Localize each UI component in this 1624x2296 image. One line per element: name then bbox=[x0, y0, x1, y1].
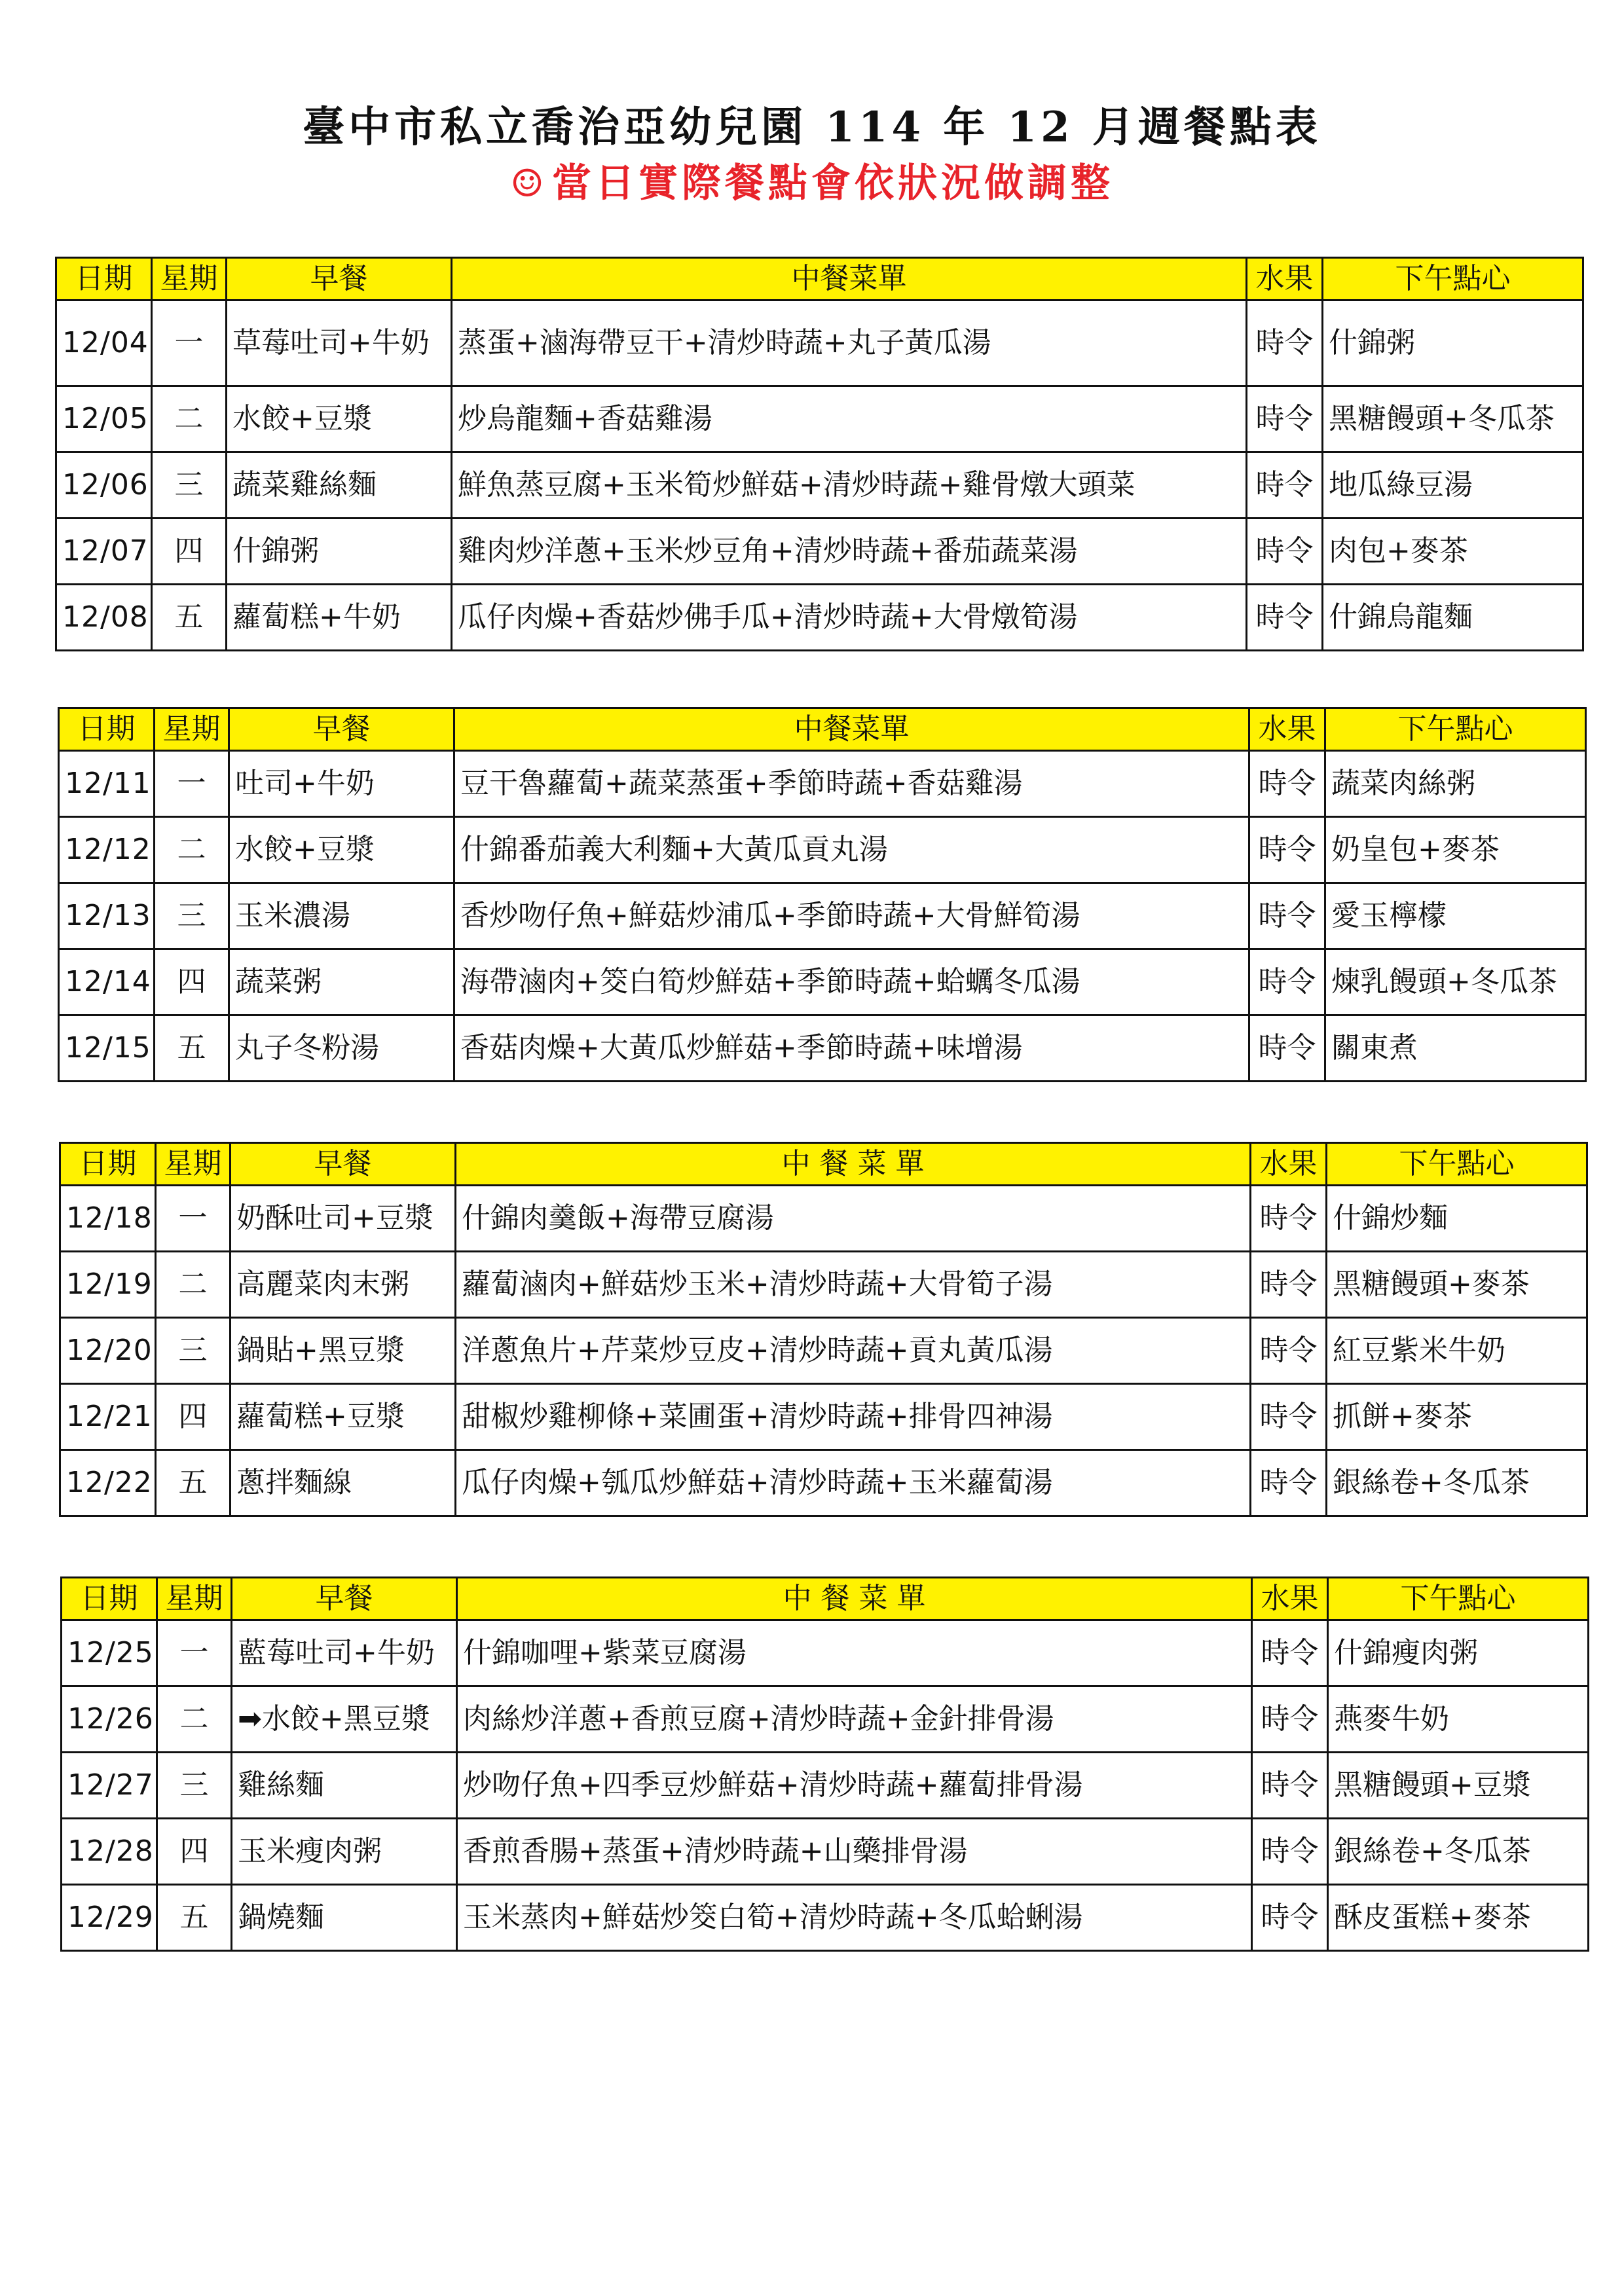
cell-date: 12/06 bbox=[56, 452, 152, 519]
cell-fruit: 時令 bbox=[1247, 519, 1323, 585]
cell-day: 一 bbox=[156, 1186, 231, 1252]
cell-date: 12/20 bbox=[60, 1318, 156, 1384]
cell-date: 12/12 bbox=[59, 817, 155, 883]
table-row bbox=[59, 949, 1586, 1015]
cell-breakfast: 蘿蔔糕+豆漿 bbox=[231, 1384, 456, 1450]
cell-day: 四 bbox=[155, 949, 229, 1015]
column-header-breakfast: 早餐 bbox=[231, 1143, 456, 1186]
cell-snack: 燕麥牛奶 bbox=[1328, 1686, 1589, 1753]
cell-date: 12/14 bbox=[59, 949, 155, 1015]
cell-lunch: 豆干魯蘿蔔+蔬菜蒸蛋+季節時蔬+香菇雞湯 bbox=[454, 751, 1249, 817]
cell-breakfast: 吐司+牛奶 bbox=[229, 751, 454, 817]
table-row bbox=[62, 1885, 1589, 1951]
table-row bbox=[62, 1686, 1589, 1753]
cell-snack: 什錦烏龍麵 bbox=[1323, 585, 1583, 651]
column-header-snack: 下午點心 bbox=[1328, 1578, 1589, 1620]
cell-day: 三 bbox=[152, 452, 227, 519]
cell-date: 12/28 bbox=[62, 1819, 157, 1885]
cell-lunch: 香煎香腸+蒸蛋+清炒時蔬+山藥排骨湯 bbox=[457, 1819, 1252, 1885]
cell-day: 一 bbox=[152, 301, 227, 386]
cell-fruit: 時令 bbox=[1249, 883, 1325, 949]
cell-lunch: 洋蔥魚片+芹菜炒豆皮+清炒時蔬+貢丸黃瓜湯 bbox=[456, 1318, 1251, 1384]
column-header-lunch: 中餐菜單 bbox=[454, 708, 1249, 751]
cell-fruit: 時令 bbox=[1249, 1015, 1325, 1082]
table-row bbox=[62, 1620, 1589, 1686]
cell-date: 12/21 bbox=[60, 1384, 156, 1450]
cell-snack: 煉乳饅頭+冬瓜茶 bbox=[1325, 949, 1586, 1015]
column-header-day: 星期 bbox=[156, 1143, 231, 1186]
cell-date: 12/26 bbox=[62, 1686, 157, 1753]
cell-lunch: 肉絲炒洋蔥+香煎豆腐+清炒時蔬+金針排骨湯 bbox=[457, 1686, 1252, 1753]
table-row bbox=[62, 1819, 1589, 1885]
cell-breakfast: 高麗菜肉末粥 bbox=[231, 1252, 456, 1318]
cell-breakfast: 蔥拌麵線 bbox=[231, 1450, 456, 1516]
cell-breakfast: 水餃+豆漿 bbox=[227, 386, 452, 452]
cell-breakfast: 鍋貼+黑豆漿 bbox=[231, 1318, 456, 1384]
cell-snack: 酥皮蛋糕+麥茶 bbox=[1328, 1885, 1589, 1951]
cell-snack: 黑糖饅頭+冬瓜茶 bbox=[1323, 386, 1583, 452]
page-title: 臺中市私立喬治亞幼兒園 114 年 12 月週餐點表 bbox=[303, 103, 1321, 152]
cell-fruit: 時令 bbox=[1252, 1686, 1328, 1753]
cell-day: 二 bbox=[157, 1686, 232, 1753]
cell-date: 12/07 bbox=[56, 519, 152, 585]
table-row bbox=[60, 1318, 1587, 1384]
cell-snack: 銀絲卷+冬瓜茶 bbox=[1328, 1819, 1589, 1885]
cell-day: 四 bbox=[157, 1819, 232, 1885]
cell-fruit: 時令 bbox=[1247, 301, 1323, 386]
cell-breakfast: 蘿蔔糕+牛奶 bbox=[227, 585, 452, 651]
cell-date: 12/04 bbox=[56, 301, 152, 386]
column-header-fruit: 水果 bbox=[1249, 708, 1325, 751]
cell-day: 四 bbox=[152, 519, 227, 585]
cell-breakfast: 玉米瘦肉粥 bbox=[232, 1819, 457, 1885]
cell-fruit: 時令 bbox=[1249, 817, 1325, 883]
cell-fruit: 時令 bbox=[1251, 1186, 1327, 1252]
column-header-day: 星期 bbox=[152, 258, 227, 301]
cell-day: 五 bbox=[155, 1015, 229, 1082]
cell-snack: 關東煮 bbox=[1325, 1015, 1586, 1082]
cell-fruit: 時令 bbox=[1251, 1450, 1327, 1516]
cell-date: 12/05 bbox=[56, 386, 152, 452]
column-header-day: 星期 bbox=[157, 1578, 232, 1620]
cell-lunch: 什錦番茄義大利麵+大黃瓜貢丸湯 bbox=[454, 817, 1249, 883]
cell-date: 12/29 bbox=[62, 1885, 157, 1951]
table-row bbox=[59, 1015, 1586, 1082]
cell-snack: 蔬菜肉絲粥 bbox=[1325, 751, 1586, 817]
cell-lunch: 什錦咖哩+紫菜豆腐湯 bbox=[457, 1620, 1252, 1686]
cell-date: 12/25 bbox=[62, 1620, 157, 1686]
table-row bbox=[60, 1384, 1587, 1450]
cell-date: 12/22 bbox=[60, 1450, 156, 1516]
cell-day: 三 bbox=[157, 1753, 232, 1819]
column-header-fruit: 水果 bbox=[1251, 1143, 1327, 1186]
cell-day: 三 bbox=[155, 883, 229, 949]
column-header-date: 日期 bbox=[60, 1143, 156, 1186]
cell-fruit: 時令 bbox=[1252, 1885, 1328, 1951]
cell-date: 12/15 bbox=[59, 1015, 155, 1082]
cell-snack: 銀絲卷+冬瓜茶 bbox=[1327, 1450, 1587, 1516]
column-header-lunch: 中 餐 菜 單 bbox=[457, 1578, 1252, 1620]
week-menu-table bbox=[60, 1576, 1589, 1952]
cell-lunch: 瓜仔肉燥+瓠瓜炒鮮菇+清炒時蔬+玉米蘿蔔湯 bbox=[456, 1450, 1251, 1516]
table-row bbox=[56, 452, 1583, 519]
table-row bbox=[60, 1450, 1587, 1516]
column-header-date: 日期 bbox=[59, 708, 155, 751]
table-row bbox=[56, 386, 1583, 452]
cell-snack: 什錦炒麵 bbox=[1327, 1186, 1587, 1252]
cell-lunch: 甜椒炒雞柳條+菜圃蛋+清炒時蔬+排骨四神湯 bbox=[456, 1384, 1251, 1450]
cell-lunch: 海帶滷肉+筊白筍炒鮮菇+季節時蔬+蛤蠣冬瓜湯 bbox=[454, 949, 1249, 1015]
cell-fruit: 時令 bbox=[1252, 1819, 1328, 1885]
column-header-breakfast: 早餐 bbox=[232, 1578, 457, 1620]
cell-fruit: 時令 bbox=[1252, 1753, 1328, 1819]
notice-text: 當日實際餐點會依狀況做調整 bbox=[552, 160, 1114, 206]
cell-lunch: 蘿蔔滷肉+鮮菇炒玉米+清炒時蔬+大骨筍子湯 bbox=[456, 1252, 1251, 1318]
cell-day: 三 bbox=[156, 1318, 231, 1384]
cell-date: 12/08 bbox=[56, 585, 152, 651]
column-header-snack: 下午點心 bbox=[1323, 258, 1583, 301]
cell-snack: 什錦粥 bbox=[1323, 301, 1583, 386]
cell-breakfast: 雞絲麵 bbox=[232, 1753, 457, 1819]
week-menu-table bbox=[55, 257, 1584, 651]
cell-lunch: 瓜仔肉燥+香菇炒佛手瓜+清炒時蔬+大骨燉筍湯 bbox=[452, 585, 1247, 651]
cell-snack: 抓餅+麥茶 bbox=[1327, 1384, 1587, 1450]
cell-lunch: 香炒吻仔魚+鮮菇炒浦瓜+季節時蔬+大骨鮮筍湯 bbox=[454, 883, 1249, 949]
column-header-snack: 下午點心 bbox=[1327, 1143, 1587, 1186]
week-menu-table bbox=[59, 1142, 1588, 1517]
cell-fruit: 時令 bbox=[1251, 1384, 1327, 1450]
table-row bbox=[56, 519, 1583, 585]
cell-lunch: 香菇肉燥+大黃瓜炒鮮菇+季節時蔬+味增湯 bbox=[454, 1015, 1249, 1082]
column-header-breakfast: 早餐 bbox=[227, 258, 452, 301]
cell-day: 二 bbox=[155, 817, 229, 883]
cell-breakfast: 蔬菜雞絲麵 bbox=[227, 452, 452, 519]
table-header-row bbox=[56, 258, 1583, 301]
column-header-snack: 下午點心 bbox=[1325, 708, 1586, 751]
cell-day: 二 bbox=[156, 1252, 231, 1318]
cell-fruit: 時令 bbox=[1247, 386, 1323, 452]
cell-lunch: 玉米蒸肉+鮮菇炒筊白筍+清炒時蔬+冬瓜蛤蜊湯 bbox=[457, 1885, 1252, 1951]
column-header-breakfast: 早餐 bbox=[229, 708, 454, 751]
cell-breakfast: 玉米濃湯 bbox=[229, 883, 454, 949]
week-menu-table bbox=[58, 707, 1587, 1082]
cell-date: 12/11 bbox=[59, 751, 155, 817]
cell-day: 五 bbox=[152, 585, 227, 651]
cell-fruit: 時令 bbox=[1247, 452, 1323, 519]
table-header-row bbox=[60, 1143, 1587, 1186]
cell-fruit: 時令 bbox=[1252, 1620, 1328, 1686]
cell-fruit: 時令 bbox=[1249, 949, 1325, 1015]
cell-lunch: 什錦肉羹飯+海帶豆腐湯 bbox=[456, 1186, 1251, 1252]
table-row bbox=[59, 817, 1586, 883]
cell-lunch: 炒烏龍麵+香菇雞湯 bbox=[452, 386, 1247, 452]
cell-snack: 什錦瘦肉粥 bbox=[1328, 1620, 1589, 1686]
cell-breakfast: 水餃+豆漿 bbox=[229, 817, 454, 883]
cell-snack: 奶皇包+麥茶 bbox=[1325, 817, 1586, 883]
cell-snack: 黑糖饅頭+豆漿 bbox=[1328, 1753, 1589, 1819]
cell-fruit: 時令 bbox=[1247, 585, 1323, 651]
table-row bbox=[59, 883, 1586, 949]
cell-day: 一 bbox=[155, 751, 229, 817]
cell-breakfast: ➡水餃+黑豆漿 bbox=[232, 1686, 457, 1753]
cell-snack: 愛玉檸檬 bbox=[1325, 883, 1586, 949]
cell-day: 五 bbox=[157, 1885, 232, 1951]
cell-lunch: 雞肉炒洋蔥+玉米炒豆角+清炒時蔬+番茄蔬菜湯 bbox=[452, 519, 1247, 585]
column-header-lunch: 中餐菜單 bbox=[452, 258, 1247, 301]
table-row bbox=[62, 1753, 1589, 1819]
cell-snack: 黑糖饅頭+麥茶 bbox=[1327, 1252, 1587, 1318]
cell-fruit: 時令 bbox=[1251, 1318, 1327, 1384]
table-row bbox=[56, 585, 1583, 651]
cell-lunch: 蒸蛋+滷海帶豆干+清炒時蔬+丸子黃瓜湯 bbox=[452, 301, 1247, 386]
column-header-fruit: 水果 bbox=[1247, 258, 1323, 301]
cell-day: 二 bbox=[152, 386, 227, 452]
cell-date: 12/27 bbox=[62, 1753, 157, 1819]
cell-date: 12/18 bbox=[60, 1186, 156, 1252]
cell-lunch: 炒吻仔魚+四季豆炒鮮菇+清炒時蔬+蘿蔔排骨湯 bbox=[457, 1753, 1252, 1819]
cell-day: 一 bbox=[157, 1620, 232, 1686]
table-header-row bbox=[59, 708, 1586, 751]
cell-date: 12/13 bbox=[59, 883, 155, 949]
cell-breakfast: 藍莓吐司+牛奶 bbox=[232, 1620, 457, 1686]
cell-day: 五 bbox=[156, 1450, 231, 1516]
cell-date: 12/19 bbox=[60, 1252, 156, 1318]
table-row bbox=[56, 301, 1583, 386]
cell-snack: 地瓜綠豆湯 bbox=[1323, 452, 1583, 519]
cell-lunch: 鮮魚蒸豆腐+玉米筍炒鮮菇+清炒時蔬+雞骨燉大頭菜 bbox=[452, 452, 1247, 519]
notice-line bbox=[0, 155, 1624, 212]
cell-breakfast: 蔬菜粥 bbox=[229, 949, 454, 1015]
column-header-date: 日期 bbox=[56, 258, 152, 301]
cell-breakfast: 什錦粥 bbox=[227, 519, 452, 585]
cell-snack: 肉包+麥茶 bbox=[1323, 519, 1583, 585]
table-row bbox=[60, 1252, 1587, 1318]
column-header-day: 星期 bbox=[155, 708, 229, 751]
cell-fruit: 時令 bbox=[1249, 751, 1325, 817]
cell-snack: 紅豆紫米牛奶 bbox=[1327, 1318, 1587, 1384]
cell-breakfast: 鍋燒麵 bbox=[232, 1885, 457, 1951]
cell-breakfast: 草莓吐司+牛奶 bbox=[227, 301, 452, 386]
smiley-face-icon: ☺ bbox=[510, 161, 548, 206]
cell-breakfast: 丸子冬粉湯 bbox=[229, 1015, 454, 1082]
column-header-date: 日期 bbox=[62, 1578, 157, 1620]
table-row bbox=[59, 751, 1586, 817]
table-row bbox=[60, 1186, 1587, 1252]
column-header-fruit: 水果 bbox=[1252, 1578, 1328, 1620]
cell-day: 四 bbox=[156, 1384, 231, 1450]
table-header-row bbox=[62, 1578, 1589, 1620]
cell-breakfast: 奶酥吐司+豆漿 bbox=[231, 1186, 456, 1252]
column-header-lunch: 中 餐 菜 單 bbox=[456, 1143, 1251, 1186]
cell-fruit: 時令 bbox=[1251, 1252, 1327, 1318]
